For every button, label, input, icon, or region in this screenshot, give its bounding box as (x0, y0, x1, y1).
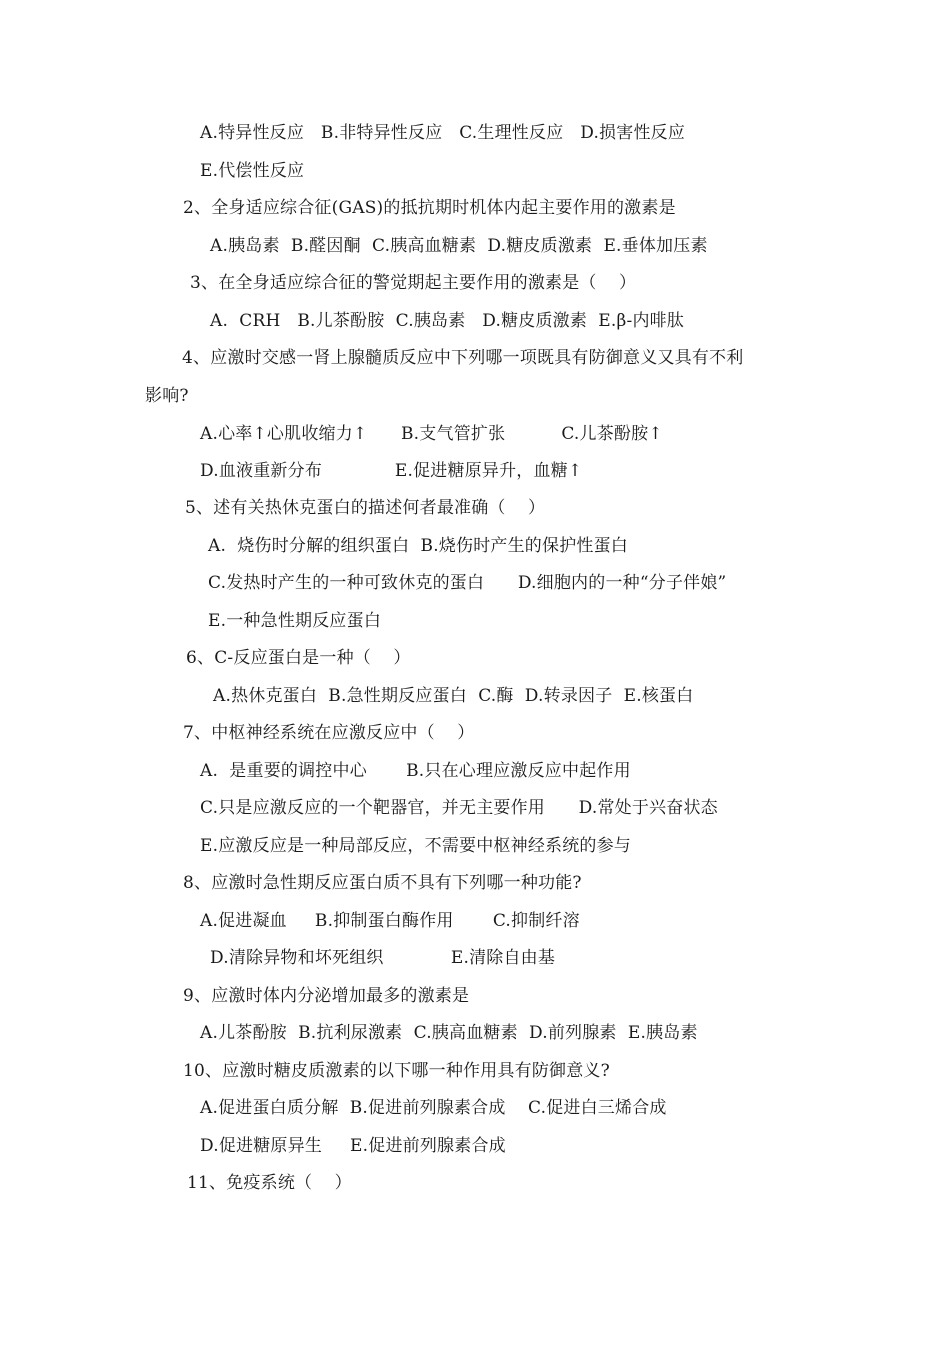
q7-options-line-1: A. 是重要的调控中心 B.只在心理应激反应中起作用 (200, 761, 631, 781)
q4-question-line-2: 影响? (145, 386, 189, 406)
q1-options-line-1: A.特异性反应 B.非特异性反应 C.生理性反应 D.损害性反应 (200, 123, 686, 143)
q4-options-line-1: A.心率↑心肌收缩力↑ B.支气管扩张 C.儿茶酚胺↑ (200, 424, 663, 444)
q4-options-line-2: D.血液重新分布 E.促进糖原异升，血糖↑ (200, 461, 583, 481)
q3-question: 3、在全身适应综合征的警觉期起主要作用的激素是（ ） (190, 273, 637, 293)
q7-question: 7、中枢神经系统在应激反应中（ ） (183, 723, 475, 743)
q5-options-line-1: A. 烧伤时分解的组织蛋白 B.烧伤时产生的保护性蛋白 (208, 536, 628, 556)
q2-question: 2、全身适应综合征(GAS)的抵抗期时机体内起主要作用的激素是 (183, 198, 676, 218)
q10-options-line-1: A.促进蛋白质分解 B.促进前列腺素合成 C.促进白三烯合成 (200, 1098, 667, 1118)
q3-options: A. CRH B.儿茶酚胺 C.胰岛素 D.糖皮质激素 E.β-内啡肽 (210, 311, 685, 331)
q10-options-line-2: D.促进糖原异生 E.促进前列腺素合成 (200, 1136, 506, 1156)
q9-options: A.儿茶酚胺 B.抗利尿激素 C.胰高血糖素 D.前列腺素 E.胰岛素 (200, 1023, 698, 1043)
q8-options-line-1: A.促进凝血 B.抑制蛋白酶作用 C.抑制纤溶 (200, 911, 580, 931)
q6-question: 6、C-反应蛋白是一种（ ） (186, 648, 411, 668)
q4-question-line-1: 4、应激时交感一肾上腺髓质反应中下列哪一项既具有防御意义又具有不利 (182, 348, 744, 368)
q1-options-line-2: E.代偿性反应 (200, 161, 305, 181)
q5-question: 5、述有关热休克蛋白的描述何者最准确（ ） (185, 498, 546, 518)
q10-question: 10、应激时糖皮质激素的以下哪一种作用具有防御意义? (183, 1061, 610, 1081)
q5-options-line-3: E.一种急性期反应蛋白 (208, 611, 382, 631)
q8-options-line-2: D.清除异物和坏死组织 E.清除自由基 (210, 948, 556, 968)
q7-options-line-2: C.只是应激反应的一个靶器官，并无主要作用 D.常处于兴奋状态 (200, 798, 718, 818)
q9-question: 9、应激时体内分泌增加最多的激素是 (183, 986, 470, 1006)
q8-question: 8、应激时急性期反应蛋白质不具有下列哪一种功能? (183, 873, 582, 893)
q11-question: 11、免疫系统（ ） (187, 1173, 352, 1193)
q2-options: A.胰岛素 B.醛因酮 C.胰高血糖素 D.糖皮质激素 E.垂体加压素 (210, 236, 708, 256)
q5-options-line-2: C.发热时产生的一种可致休克的蛋白 D.细胞内的一种“分子伴娘” (208, 573, 727, 593)
q6-options: A.热休克蛋白 B.急性期反应蛋白 C.酶 D.转录因子 E.核蛋白 (213, 686, 694, 706)
q7-options-line-3: E.应激反应是一种局部反应，不需要中枢神经系统的参与 (200, 836, 632, 856)
